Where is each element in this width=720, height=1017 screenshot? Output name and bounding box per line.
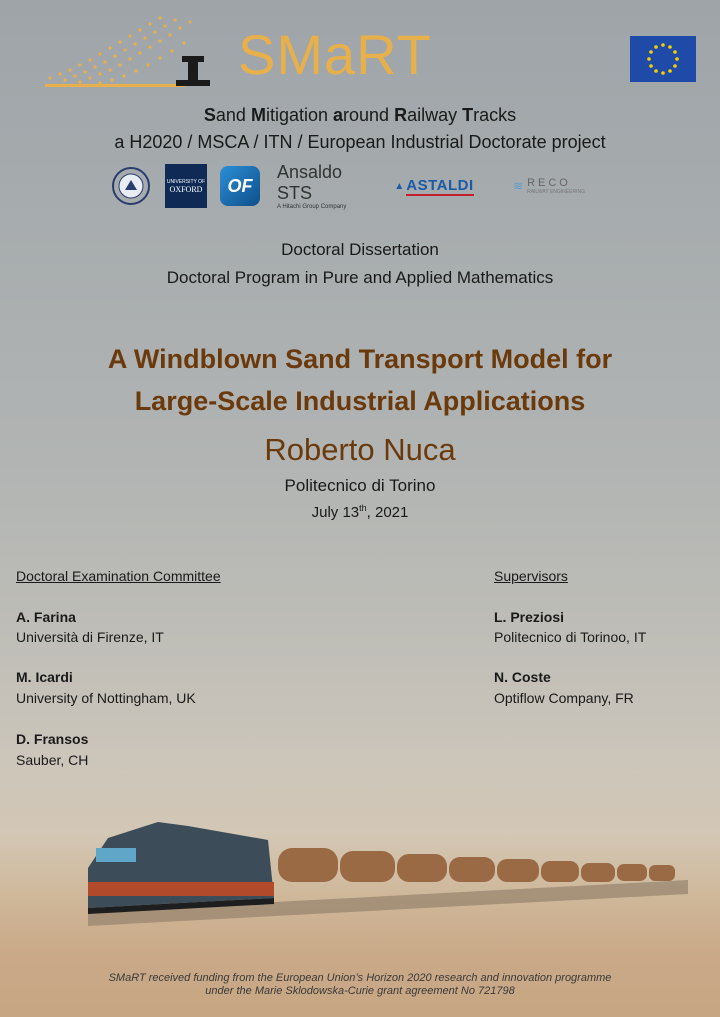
author-affiliation: Politecnico di Torino xyxy=(284,476,436,495)
desert-train-illustration xyxy=(88,808,688,928)
committee-member-institution: Università di Firenze, IT xyxy=(16,629,164,645)
ansaldo-sts-logo: Ansaldo STS A Hitachi Group Company xyxy=(277,162,347,210)
eu-flag-icon xyxy=(630,36,696,82)
committee-heading: Doctoral Examination Committee xyxy=(16,568,221,584)
supervisor-institution: Politecnico di Torinoo, IT xyxy=(494,629,647,645)
university-florence-logo xyxy=(110,164,152,208)
committee-member-name: M. Icardi xyxy=(16,669,73,685)
astaldi-logo: ▲ ASTALDI xyxy=(394,176,474,194)
doctoral-program: Doctoral Program in Pure and Applied Mathematics xyxy=(166,268,554,287)
dissertation-label: Doctoral Dissertation xyxy=(281,240,439,259)
committee-member-institution: Sauber, CH xyxy=(16,752,89,768)
author-name: Roberto Nuca xyxy=(264,432,456,467)
project-acronym-expansion: Sand Mitigation around Railway Tracks xyxy=(203,105,517,125)
reco-logo: ≋ RECO RAILWAY ENGINEERING xyxy=(513,177,585,195)
committee-member-name: D. Fransos xyxy=(16,731,89,747)
supervisor-institution: Optiflow Company, FR xyxy=(494,690,634,706)
smart-logo-text: SMaRT xyxy=(238,23,432,86)
thesis-title-line1: A Windblown Sand Transport Model for xyxy=(107,344,613,374)
defense-date: July 13th, 2021 xyxy=(311,503,409,521)
supervisor-name: L. Preziosi xyxy=(494,609,565,625)
optiflow-logo: OF xyxy=(219,164,261,208)
supervisor-name: N. Coste xyxy=(494,669,551,685)
funding-acknowledgement: SMaRT received funding from the European Union’s Horizon 2020 research and innovation programme under the Marie Sklodowska-Curie grant agreement No 721798 xyxy=(108,972,612,997)
oxford-logo: UNIVERSITY OF OXFORD xyxy=(165,164,207,208)
committee-member-institution: University of Nottingham, UK xyxy=(16,690,196,706)
project-description: a H2020 / MSCA / ITN / European Industrial Doctorate project xyxy=(114,132,606,152)
supervisors-heading: Supervisors xyxy=(494,568,568,584)
thesis-title-line2: Large-Scale Industrial Applications xyxy=(134,386,586,416)
committee-member-name: A. Farina xyxy=(16,609,76,625)
